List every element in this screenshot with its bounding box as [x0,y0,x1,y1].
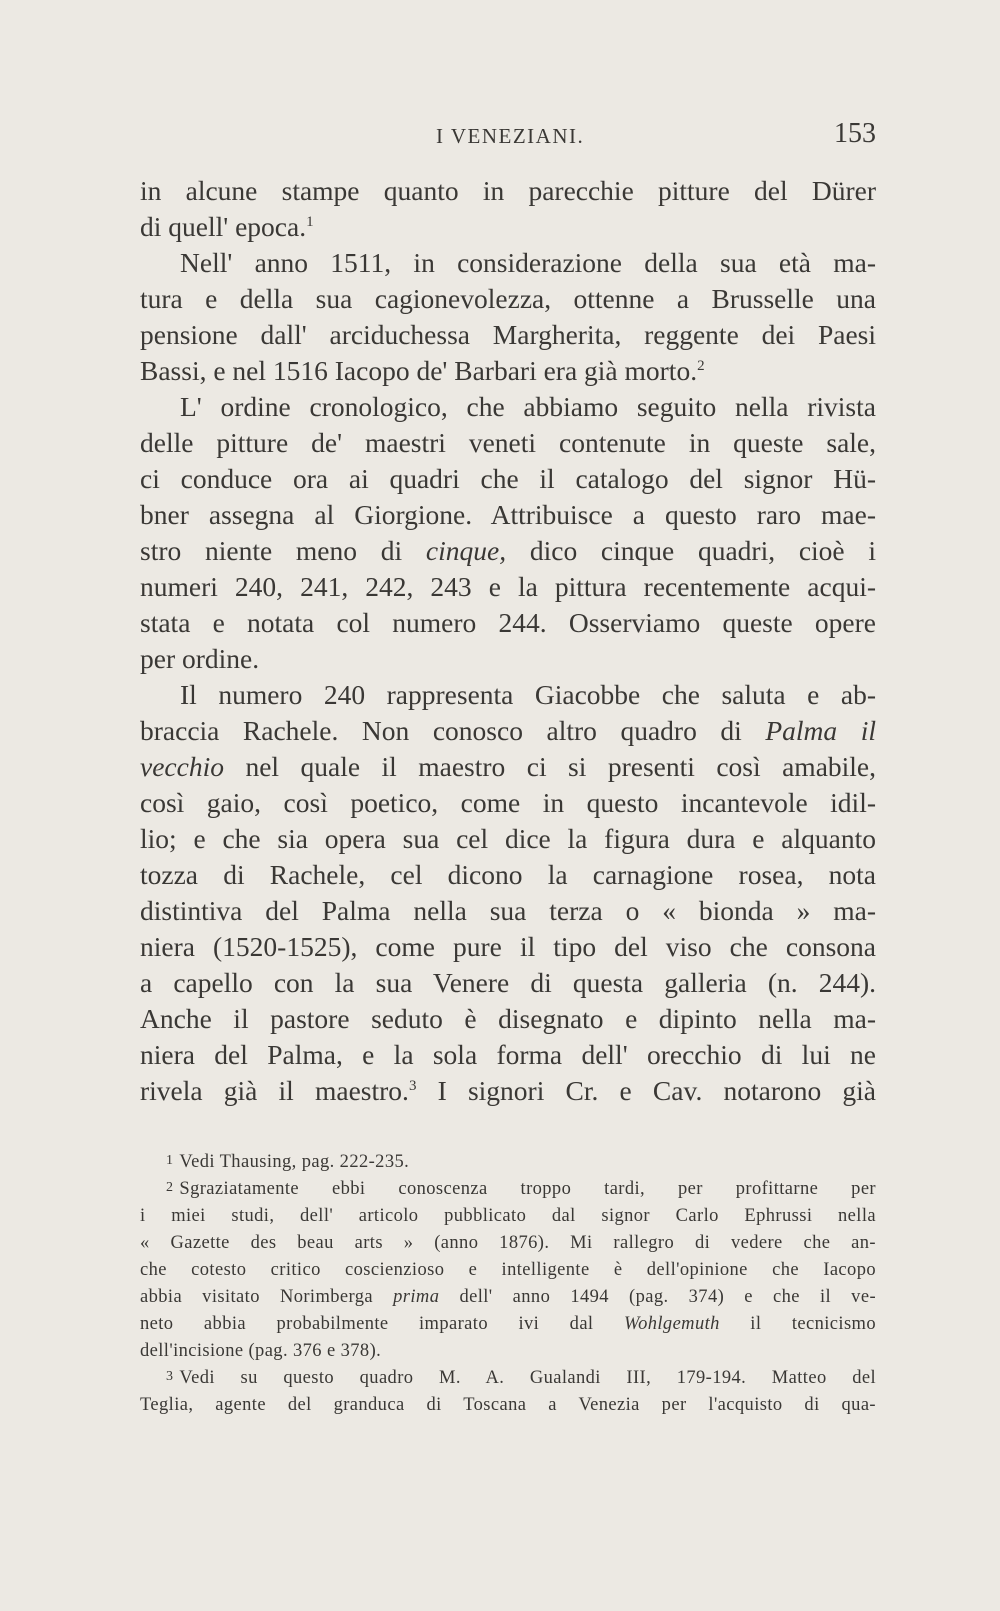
text-line: in alcune stampe quanto in parecchie pitture del Dürer [140,175,876,206]
text-line: niera (1520-1525), come pure il tipo del viso che consona [140,931,876,962]
text-span: abbia visitato Norimberga [140,1287,374,1307]
text-span: Vedi su questo quadro M. A. Gualandi III, 179-194. Matteo del [179,1368,876,1388]
text-line: così gaio, così poetico, come in questo incantevole idil- [140,787,876,818]
footnote-line: « Gazette des beau arts » (anno 1876). Mi rallegro di vedere che an- [140,1233,876,1253]
text-line: Nell' anno 1511, in considerazione della sua età ma- [180,247,876,278]
running-title: I VENEZIANI. [436,124,585,148]
footnote-line [140,1284,876,1311]
footnote-number: 1 [166,1153,174,1168]
text-line: a capello con la sua Venere di questa galleria (n. 244). [140,967,876,998]
page-number: 153 [834,118,876,149]
text-line: stata e notata col numero 244. Osserviamo queste opere [140,607,876,638]
footnote-line: che cotesto critico coscienzioso e intelligente è dell'opinione che Iacopo [140,1260,876,1280]
text-line: niera del Palma, e la sola forma dell' orecchio di lui ne [140,1039,876,1070]
text-span: nel quale il maestro ci si presenti così amabile, [245,751,877,782]
main-text [140,173,876,1109]
text-span: rivela già il maestro. [140,1075,409,1106]
text-line: tozza di Rachele, cel dicono la carnagione rosea, nota [140,859,876,890]
footnote-line: Teglia, agente del granduca di Toscana a Venezia per l'acquisto di qua- [140,1395,876,1415]
text-span: neto abbia probabilmente imparato ivi dal [140,1314,594,1334]
footnotes [140,1149,876,1419]
footnote-ref: 1 [306,214,314,230]
page-header [140,116,876,156]
footnote-line: dell'incisione (pag. 376 e 378). [140,1341,382,1361]
text-line: L' ordine cronologico, che abbiamo seguito nella rivista [180,391,876,422]
footnote-line [140,1149,876,1176]
text-line [140,533,876,569]
text-span: Sgraziatamente ebbi conoscenza troppo tardi, per profittarne per [179,1179,876,1199]
text-line [140,1073,876,1109]
text-span: Bassi, e nel 1516 Iacopo de' Barbari era già morto. [140,355,698,386]
text-line: per ordine. [140,643,260,674]
text-line: delle pitture de' maestri veneti contenute in queste sale, [140,427,876,458]
text-line: Il numero 240 rappresenta Giacobbe che saluta e ab- [180,679,876,710]
text-line: tura e della sua cagionevolezza, ottenne a Brusselle una [140,283,876,314]
text-span: dell' anno 1494 (pag. 374) e che il ve- [459,1287,877,1307]
footnote-ref: 3 [408,1078,417,1094]
text-line: distintiva del Palma nella sua terza o « bionda » ma- [140,895,876,926]
footnote-line [140,1365,876,1392]
text-line: pensione dall' arciduchessa Margherita, reggente dei Paesi [140,319,876,350]
text-span: dico cinque quadri, cioè i [529,535,877,566]
italic-span: Wohlgemuth [623,1314,720,1334]
text-line: lio; e che sia opera sua cel dice la figura dura e alquanto [140,823,876,854]
footnote-ref: 2 [697,358,705,374]
text-span: braccia Rachele. Non conosco altro quadro di [140,715,742,746]
footnote-number: 3 [166,1369,174,1384]
italic-span: vecchio [140,751,224,782]
text-span: Vedi Thausing, pag. 222-235. [179,1152,410,1172]
text-span: I signori Cr. e Cav. notarono già [437,1075,877,1106]
text-span: di quell' epoca. [140,211,307,242]
text-line: Anche il pastore seduto è disegnato e dipinto nella ma- [140,1003,876,1034]
text-line: ci conduce ora ai quadri che il catalogo del signor Hü- [140,463,876,494]
footnote-line [140,1311,876,1338]
text-line [140,209,876,245]
text-line [140,749,876,785]
text-line [140,713,876,749]
footnote-line: i miei studi, dell' articolo pubblicato dal signor Carlo Ephrussi nella [140,1206,876,1226]
text-line: bner assegna al Giorgione. Attribuisce a questo raro mae- [140,499,876,530]
italic-span: Palma il [765,715,876,746]
text-line [140,353,876,389]
text-line: numeri 240, 241, 242, 243 e la pittura recentemente acqui- [140,571,876,602]
italic-span: cinque, [425,535,507,566]
footnote-line [140,1176,876,1203]
text-span: il tecnicismo [750,1314,876,1334]
text-span: stro niente meno di [140,535,403,566]
italic-span: prima [393,1287,440,1307]
footnote-number: 2 [166,1180,174,1195]
